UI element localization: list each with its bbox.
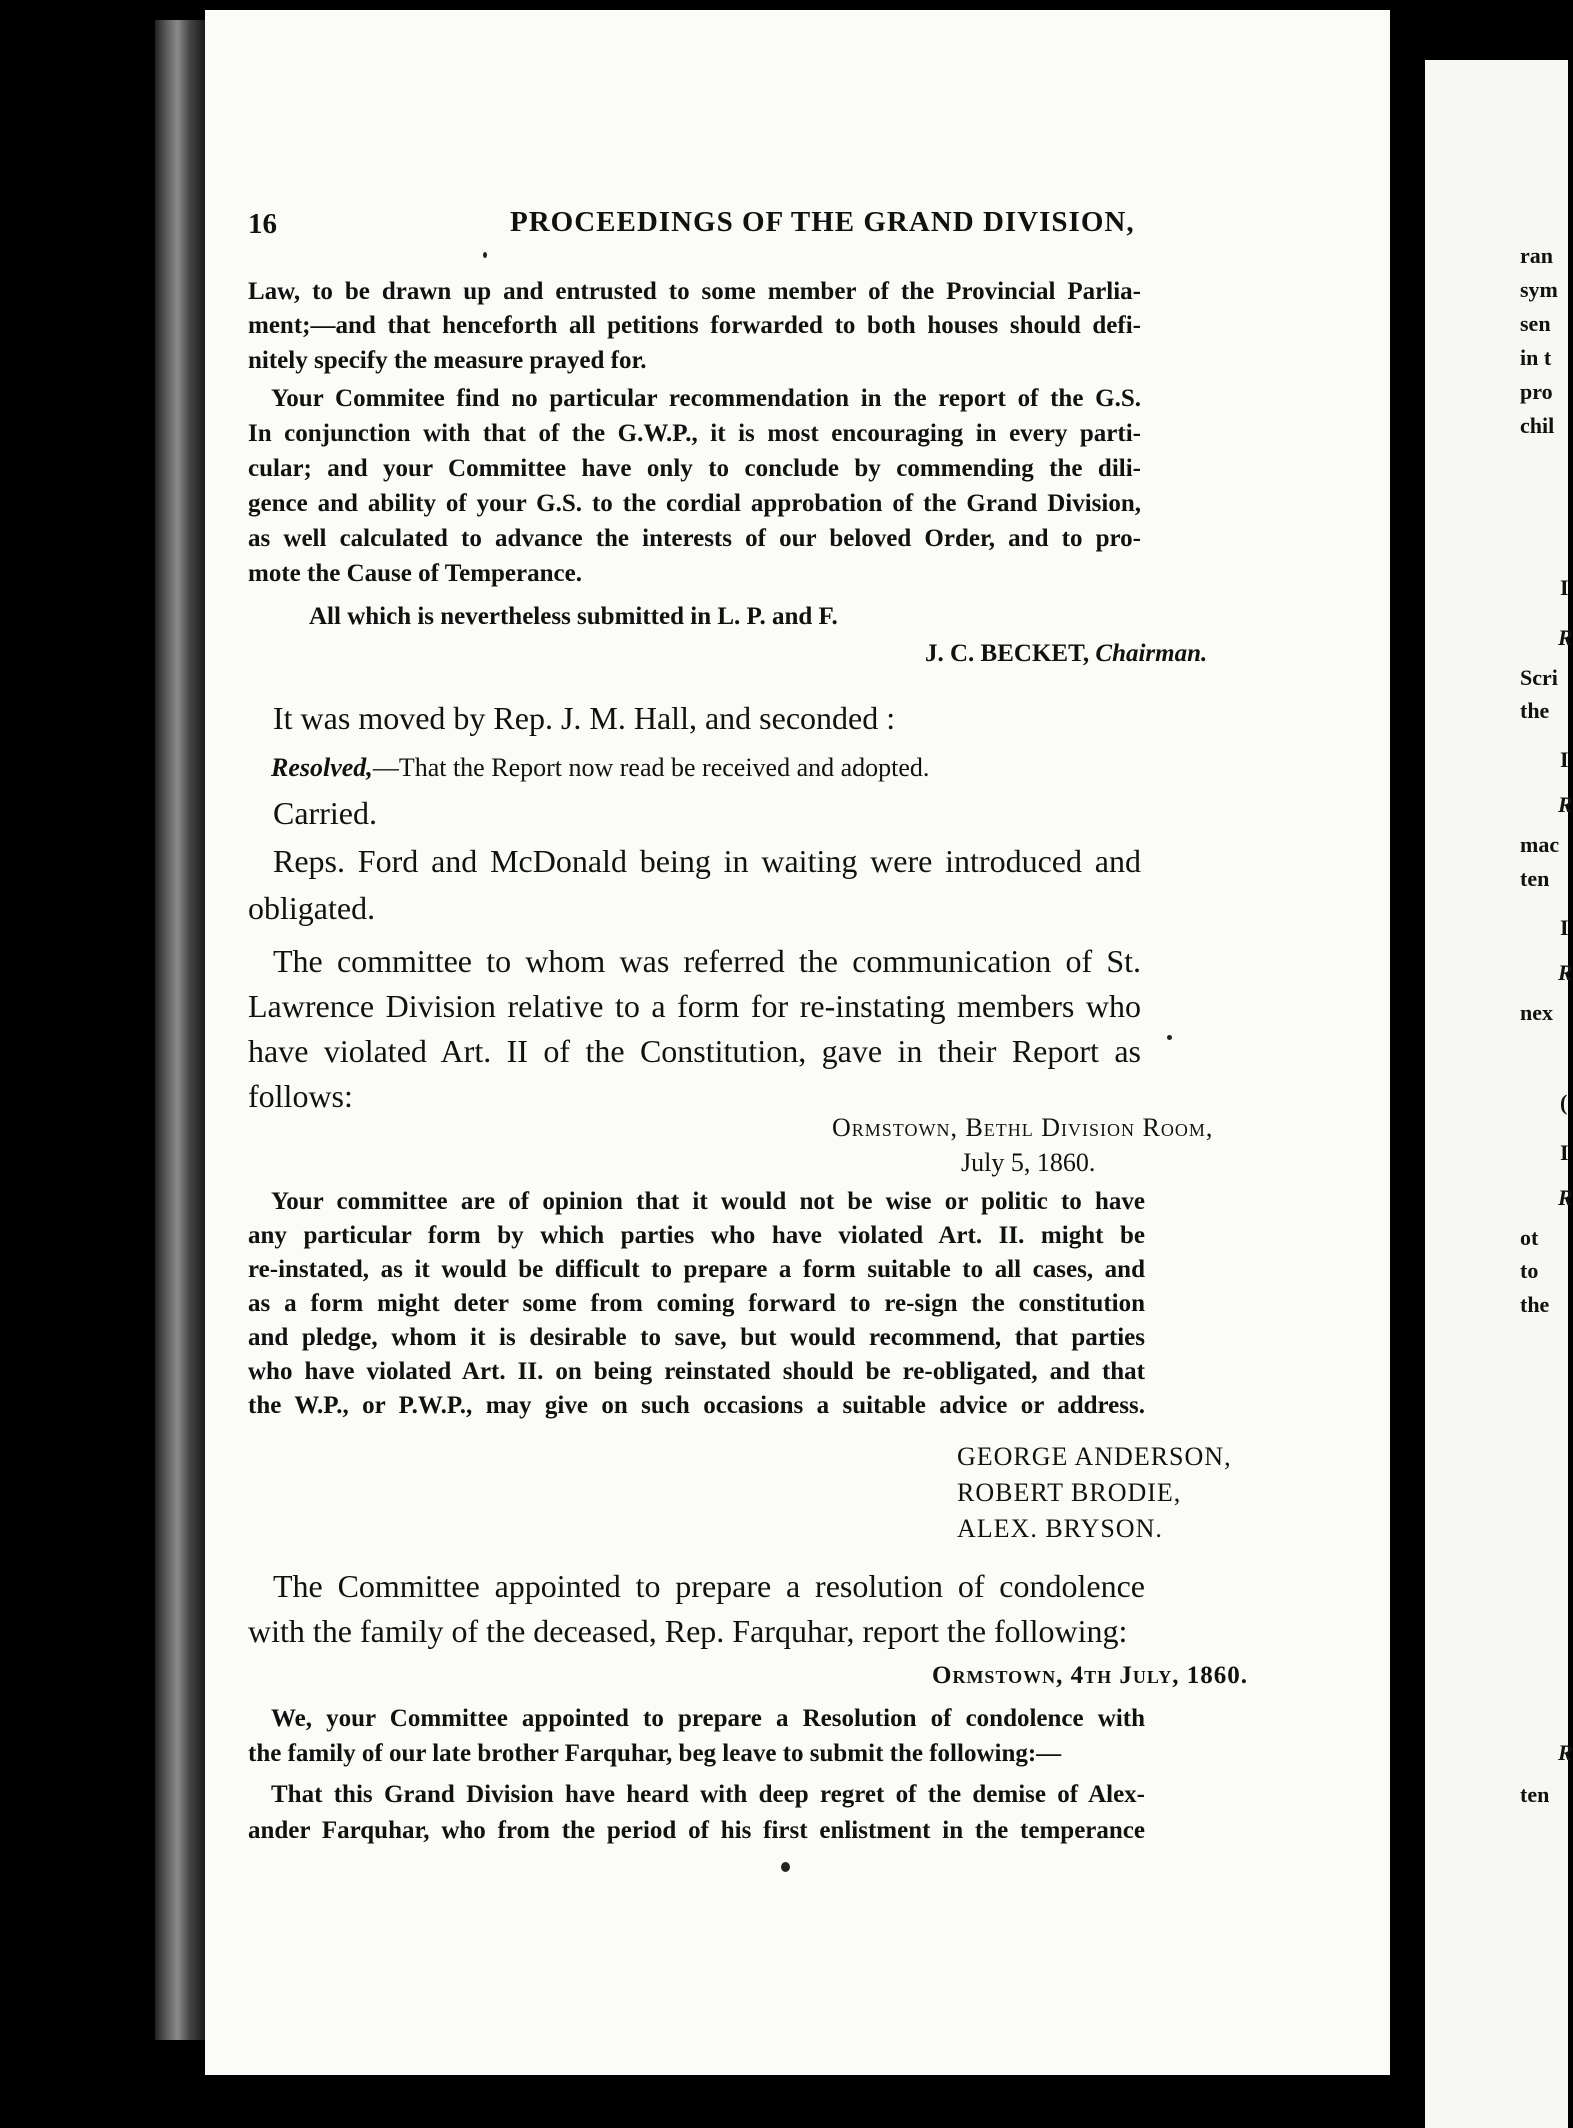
condolence-body-line: That this Grand Division have heard with deep regret of the demise of Alex-	[271, 1781, 1145, 1808]
st-lawrence-body-line: any particular form by which parties who have violated Art. II. might be	[248, 1222, 1145, 1249]
resolved-text: —That the Report now read be received and adopted.	[372, 753, 930, 782]
st-lawrence-intro-line: Lawrence Division relative to a form for re-instating members who	[248, 988, 1141, 1024]
running-title: PROCEEDINGS OF THE GRAND DIVISION,	[510, 206, 1135, 238]
st-lawrence-date: July 5, 1860.	[961, 1148, 1096, 1177]
book-page	[205, 10, 1390, 2075]
report-paragraph-line: In conjunction with that of the G.W.P., it is most encouraging in every parti-	[248, 420, 1141, 447]
next-page-text: pro	[1520, 379, 1553, 404]
condolence-body-line: We, your Committee appointed to prepare a Resolution of condolence with	[271, 1705, 1145, 1732]
next-page-text: to	[1520, 1258, 1539, 1283]
motion-line: It was moved by Rep. J. M. Hall, and seconded :	[273, 700, 896, 736]
report-line: Law, to be drawn up and entrusted to some member of the Provincial Parlia-	[248, 278, 1141, 305]
condolence-intro-line: The Committee appointed to prepare a resolution of condolence	[273, 1568, 1145, 1604]
signature-title: Chairman.	[1095, 640, 1208, 667]
ink-speck	[781, 1862, 790, 1872]
next-page-text: I	[1560, 915, 1569, 940]
next-page-text: ten	[1520, 866, 1550, 891]
next-page-text: R	[1558, 625, 1573, 650]
resolved-line	[271, 753, 929, 783]
resolved-label: Resolved,	[271, 753, 373, 782]
st-lawrence-body-line: as a form might deter some from coming forward to re-sign the constitution	[248, 1290, 1145, 1317]
st-lawrence-body-line: and pledge, whom it is desirable to save, but would recommend, that parties	[248, 1324, 1145, 1351]
next-page-text: R	[1558, 1185, 1573, 1210]
report-paragraph-line: mote the Cause of Temperance.	[248, 560, 582, 587]
next-page-text: I	[1560, 575, 1569, 600]
next-page-text: R	[1558, 960, 1573, 985]
st-lawrence-intro-line: have violated Art. II of the Constitution, gave in their Report as	[248, 1033, 1141, 1069]
book-gutter	[1390, 0, 1425, 2128]
report-line: ment;—and that henceforth all petitions forwarded to both houses should defi-	[248, 312, 1141, 339]
carried-line: Carried.	[273, 795, 377, 831]
next-page-text: in t	[1520, 345, 1552, 370]
report-paragraph-line: as well calculated to advance the interests of our beloved Order, and to pro-	[248, 525, 1141, 552]
st-lawrence-body-line: Your committee are of opinion that it would not be wise or politic to have	[271, 1188, 1145, 1215]
next-page-fragment	[1425, 0, 1573, 2128]
signer-name: ALEX. BRYSON.	[957, 1514, 1163, 1543]
introduction-line: obligated.	[248, 890, 376, 926]
next-page-text: nex	[1520, 1000, 1553, 1025]
next-page-text: sym	[1520, 277, 1558, 302]
signature	[925, 640, 1207, 668]
report-paragraph-line: gence and ability of your G.S. to the cordial approbation of the Grand Division,	[248, 490, 1141, 517]
next-page-text: chil	[1520, 413, 1555, 438]
st-lawrence-body-line: who have violated Art. II. on being reinstated should be re-obligated, and that	[248, 1358, 1145, 1385]
report-paragraph-line: Your Commitee find no particular recommendation in the report of the G.S.	[271, 385, 1141, 412]
next-page-text: sen	[1520, 311, 1551, 336]
report-paragraph-line: cular; and your Committee have only to conclude by commending the dili-	[248, 455, 1141, 482]
signer-name: ROBERT BRODIE,	[957, 1478, 1182, 1507]
ink-speck	[483, 252, 487, 258]
st-lawrence-intro-line: The committee to whom was referred the communication of St.	[273, 943, 1141, 979]
next-page-text: R	[1558, 792, 1573, 817]
page-number: 16	[248, 208, 277, 240]
condolence-body-line: the family of our late brother Farquhar, beg leave to submit the following:—	[248, 1740, 1062, 1767]
ink-speck	[1167, 1035, 1172, 1040]
signature-name: J. C. BECKET,	[925, 640, 1090, 667]
st-lawrence-body-line: the W.P., or P.W.P., may give on such occasions a suitable advice or address.	[248, 1392, 1145, 1419]
st-lawrence-intro-line: follows:	[248, 1078, 353, 1114]
next-page-text: mac	[1520, 832, 1560, 857]
next-page-text: I	[1560, 747, 1569, 772]
next-page-shadow	[1425, 0, 1568, 60]
next-page-text: ten	[1520, 1782, 1550, 1807]
condolence-dateline: Ormstown, 4th July, 1860.	[932, 1662, 1248, 1689]
next-page-text: the	[1520, 1292, 1550, 1317]
next-page-text: (	[1560, 1090, 1568, 1115]
report-line: nitely specify the measure prayed for.	[248, 347, 647, 374]
st-lawrence-body-line: re-instated, as it would be difficult to prepare a form suitable to all cases, and	[248, 1256, 1145, 1283]
submitted-line: All which is nevertheless submitted in L. P. and F.	[309, 603, 838, 630]
next-page-text: ran	[1520, 243, 1553, 268]
signer-name: GEORGE ANDERSON,	[957, 1442, 1232, 1471]
next-page-text: R	[1558, 1740, 1573, 1765]
condolence-intro-line: with the family of the deceased, Rep. Farquhar, report the following:	[248, 1613, 1128, 1649]
page-stack-edge	[155, 20, 205, 2040]
st-lawrence-place: Ormstown, Bethl Division Room,	[832, 1113, 1214, 1142]
next-page-text: ot	[1520, 1225, 1539, 1250]
next-page-text: Scri	[1520, 665, 1558, 690]
next-page-text: I	[1560, 1140, 1569, 1165]
introduction-line: Reps. Ford and McDonald being in waiting were introduced and	[273, 843, 1141, 879]
next-page-text: the	[1520, 698, 1550, 723]
condolence-body-line: ander Farquhar, who from the period of his first enlistment in the temperance	[248, 1817, 1145, 1844]
